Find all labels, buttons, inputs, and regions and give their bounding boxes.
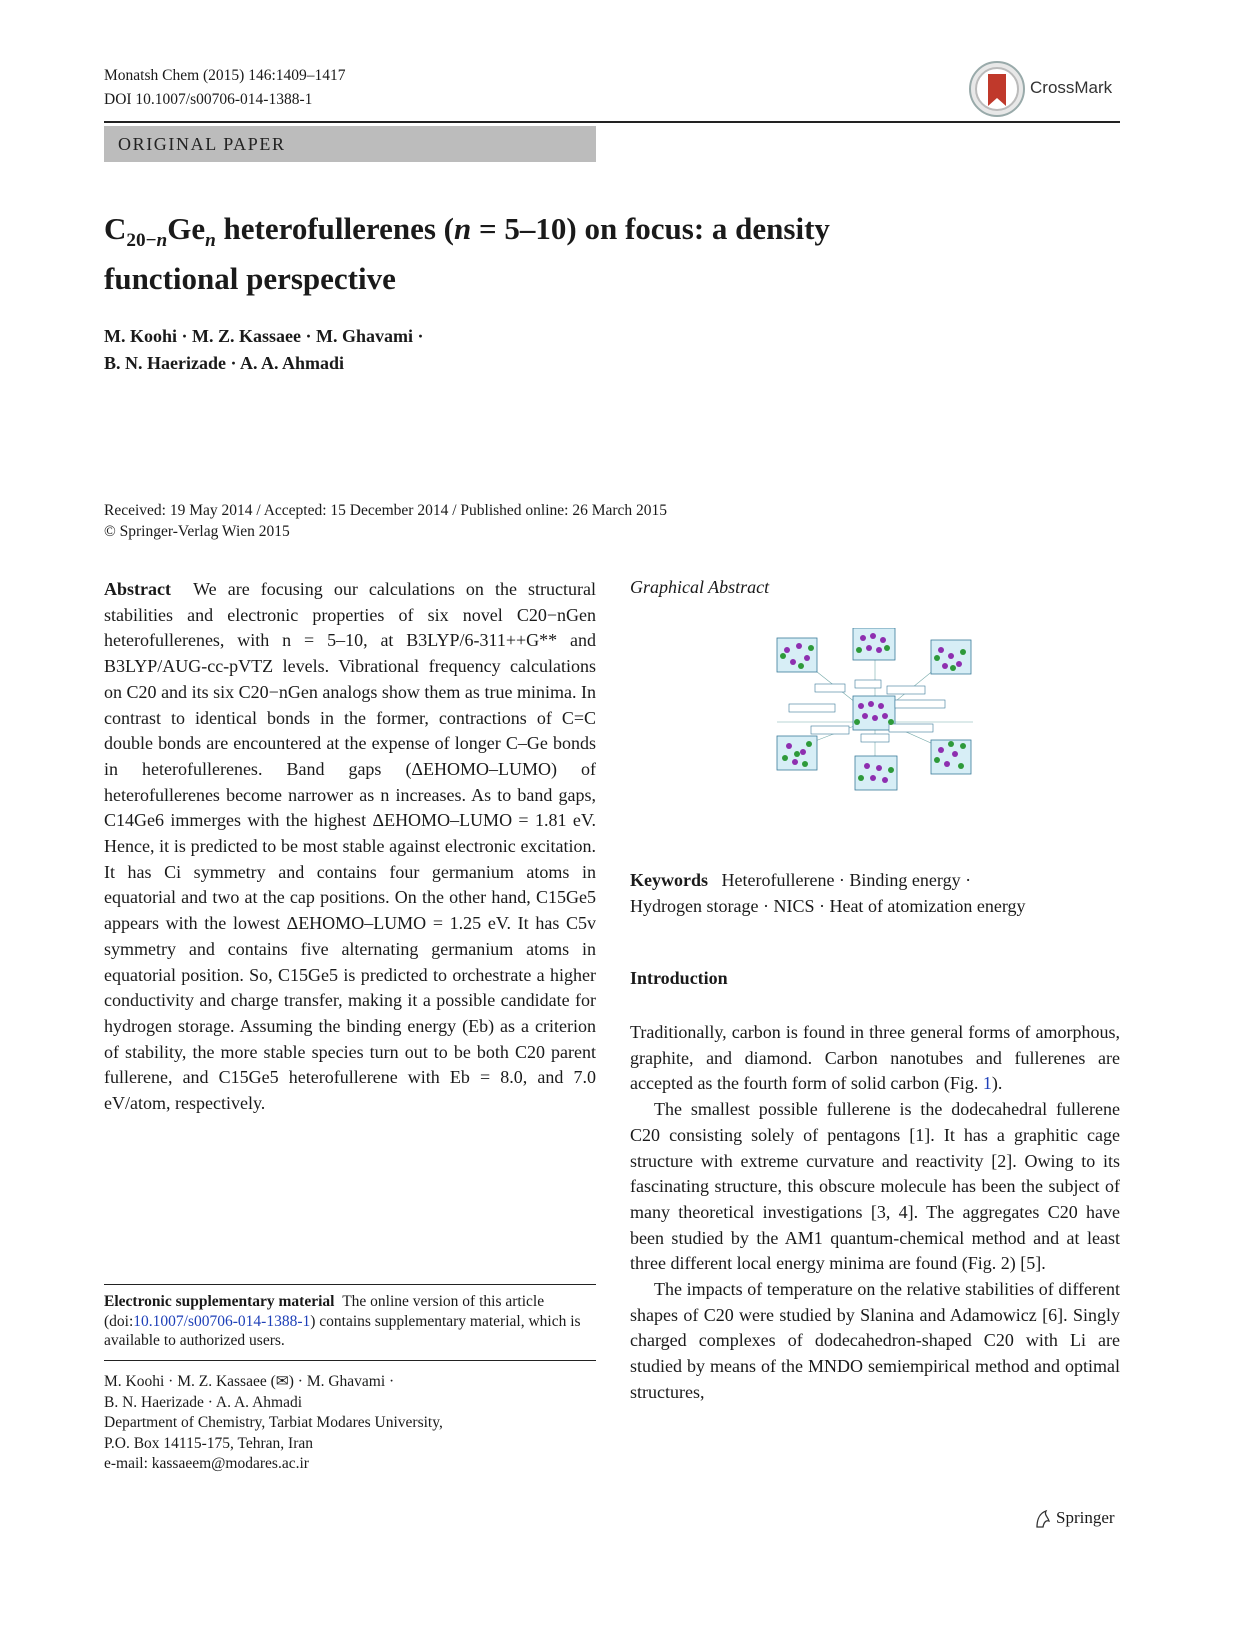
- keywords-heading: Keywords: [630, 870, 708, 890]
- intro-paragraph-2: The smallest possible fullerene is the dodecahedral fullerene C20 consisting solely of pentagons [1]. It has a graphitic cage structure with extreme curvature and reactivity [2]. Owing to its fascinating structure, this obscure molecule has been the subject of many theoretical investigations [3, 4]. The aggregates C20 have been studied by the AM1 quantum-chemical method and at least three different local energy minima are found (Fig. 2) [5].: [630, 1099, 1120, 1274]
- fig-1-link[interactable]: 1: [982, 1073, 992, 1094]
- doi-line: DOI 10.1007/s00706-014-1388-1: [104, 91, 313, 108]
- paper-title: [104, 210, 1044, 298]
- springer-label: Springer: [1056, 1508, 1115, 1527]
- graphical-abstract-title: Graphical Abstract: [630, 577, 770, 597]
- title-n: n: [453, 211, 472, 246]
- abstract-text: We are focusing our calculations on the structural stabilities and electronic properties of six novel C20−nGen heterofullerenes, with n = 5–10, at B3LYP/6-311++G** and B3LYP/AUG-cc-pVTZ levels. Vibrational frequency calculations on C20 and its six C20−nGen analogs show them as true minima. In contrast to identical bonds in the former, contractions of C=C double bonds are encountered at the expense of longer C–Ge bonds in heterofullerenes. Band gaps (ΔEHOMO–LUMO) of heterofullerenes become narrower as n increases. As to band gaps, C14Ge6 immerges with the highest ΔEHOMO–LUMO = 1.81 eV. Hence, it is predicted to be most stable against electronic excitation. It has Ci symmetry and contains four germanium atoms in equatorial and two at the cap positions. On the other hand, C15Ge5 appears with the lowest ΔEHOMO–LUMO = 1.25 eV. It has C5v symmetry and contains five alternating germanium atoms in equatorial position. So, C15Ge5 is predicted to orchestrate a higher conductivity and charge transfer, making it a possible candidate for hydrogen storage. Assuming the binding energy (Eb) as a criterion of stability, the more stable species turn out to be both C20 parent fullerene, and C15Ge5 heterofullerene with Eb = 8.0, and 7.0 eV/atom, respectively.: [104, 579, 596, 1114]
- aff-department: Department of Chemistry, Tarbiat Modares University,: [104, 1414, 443, 1431]
- graphical-abstract-figure: [775, 628, 975, 808]
- paper-type-band: [104, 126, 596, 162]
- copyright-line: © Springer-Verlag Wien 2015: [104, 523, 290, 540]
- introduction-body: [630, 1020, 1120, 1406]
- authors-line-1: M. Koohi · M. Z. Kassaee · M. Ghavami ·: [104, 326, 424, 346]
- springer-horse-icon: [1034, 1509, 1052, 1529]
- dates-line: Received: 19 May 2014 / Accepted: 15 December 2014 / Published online: 26 March 2015: [104, 502, 668, 519]
- esm-text-1: The online version of this article (doi:: [104, 1293, 545, 1330]
- title-part-1: heterofullerenes (: [223, 211, 454, 246]
- crossmark-label: CrossMark: [1030, 78, 1113, 97]
- crossmark-icon: [968, 60, 1026, 118]
- aff-names-1: M. Koohi · M. Z. Kassaee (✉) · M. Ghavami ·: [104, 1373, 395, 1390]
- aff-email[interactable]: e-mail: kassaeem@modares.ac.ir: [104, 1455, 309, 1472]
- aff-address: P.O. Box 14115-175, Tehran, Iran: [104, 1434, 314, 1452]
- keywords-line-1: Heterofullerene · Binding energy ·: [721, 870, 972, 890]
- supplementary-note: [104, 1292, 596, 1351]
- authors-line-2: B. N. Haerizade · A. A. Ahmadi: [104, 353, 345, 373]
- abstract-heading: Abstract: [104, 579, 171, 599]
- springer-logo: [1034, 1508, 1115, 1529]
- affiliation-block: [104, 1372, 596, 1475]
- title-formula: $C_{20-n}Ge_n$: [104, 211, 216, 252]
- keywords-line-2: Hydrogen storage · NICS · Heat of atomization energy: [630, 896, 1026, 916]
- journal-header: [104, 64, 346, 112]
- intro-paragraph-3: The impacts of temperature on the relative stabilities of different shapes of C20 were studied by Slanina and Adamowicz [6]. Singly charged complexes of dodecahedron-shaped C20 with Li are studied by means of the MNDO semiempirical method and optimal structures,: [630, 1279, 1120, 1402]
- keywords: [630, 867, 1120, 919]
- esm-heading: Electronic supplementary material: [104, 1293, 335, 1310]
- title-line-2: functional perspective: [104, 261, 396, 297]
- publication-dates: [104, 500, 667, 542]
- affiliation-rule: [104, 1360, 596, 1361]
- esm-text-2: ) contains supplementary material, which is available to authorized users.: [104, 1312, 581, 1349]
- journal-citation: Monatsh Chem (2015) 146:1409–1417: [104, 67, 346, 84]
- author-list: [104, 323, 424, 377]
- intro-p1-text: Traditionally, carbon is found in three general forms of amorphous, graphite, and diamond. Carbon nanotubes and fullerenes are accepted as the fourth form of solid carbon (Fig.: [630, 1022, 1120, 1094]
- crossmark-badge[interactable]: [968, 60, 1120, 118]
- esm-doi-link[interactable]: 10.1007/s00706-014-1388-1: [133, 1312, 311, 1330]
- introduction-heading: Introduction: [630, 968, 728, 988]
- esm-rule: [104, 1284, 596, 1285]
- aff-names-2: B. N. Haerizade · A. A. Ahmadi: [104, 1393, 303, 1411]
- title-part-2: = 5–10) on focus: a density: [471, 211, 830, 246]
- paper-type-label: ORIGINAL PAPER: [118, 134, 286, 154]
- header-rule: [104, 121, 1120, 123]
- intro-paragraph-1: Traditionally, carbon is found in three general forms of amorphous, graphite, and diamond. Carbon nanotubes and fullerenes are accepted as the fourth form of solid carbon (Fig. 1).: [630, 1022, 1120, 1094]
- abstract: [104, 577, 596, 1117]
